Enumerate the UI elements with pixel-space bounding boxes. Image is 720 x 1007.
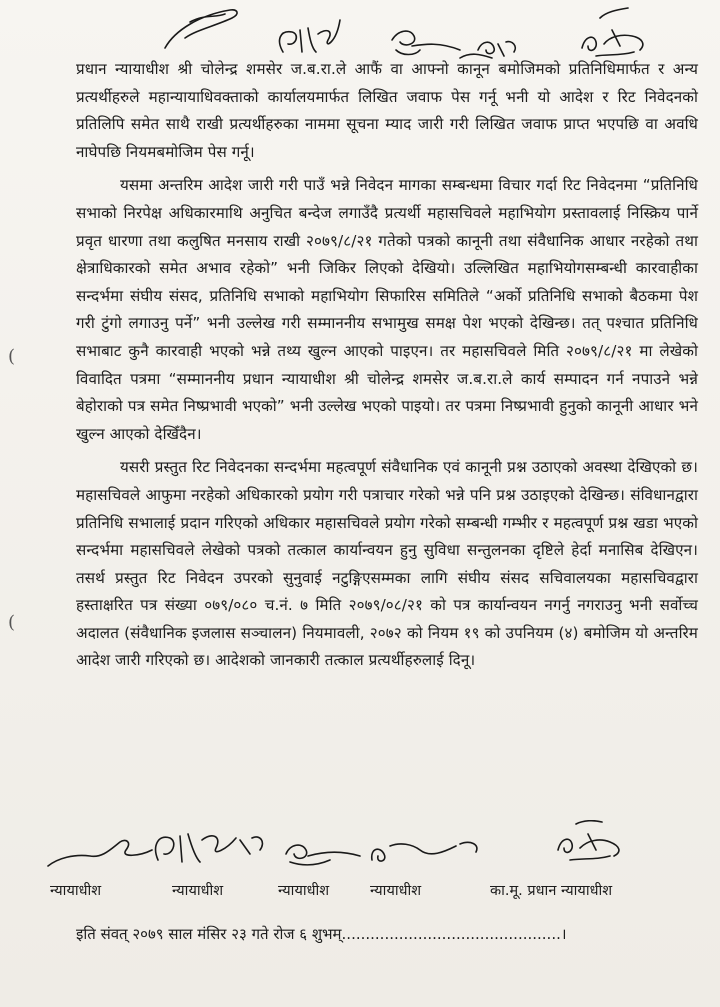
order-body (76, 56, 698, 681)
judges-signatures (40, 820, 700, 876)
judge-title-4: न्यायाधीश (370, 883, 422, 899)
judge-signature-3 (286, 845, 360, 865)
judge-signature-4 (372, 842, 477, 861)
judges-signature-row (40, 820, 700, 900)
judge-signature-5 (558, 821, 619, 860)
signature-1 (165, 10, 237, 48)
signature-5 (582, 8, 643, 56)
signature-3 (392, 31, 460, 54)
signature-2 (280, 20, 340, 52)
judge-signature-2 (156, 834, 263, 862)
judge-title-3: न्यायाधीश (278, 883, 330, 899)
date-line: इति संवत् २०७९ साल मंसिर २३ गते रोज ६ शुभम्..............................................। (76, 925, 567, 943)
judge-title-2: न्यायाधीश (172, 883, 224, 899)
margin-bracket-mark-1: ( (8, 346, 16, 367)
paragraph-interim-request: यसमा अन्तरिम आदेश जारी गरी पाउँ भन्ने निवेदन मागका सम्बन्धमा विचार गर्दा रिट निवेदनमा “प्रतिनिधि सभाको निरपेक्ष अधिकारमाथि अनुचित बन्देज लगाउँदै प्रत्यर्थी महासचिवले महाभियोग प्रस्तावलाई निस्क्रिय पार्ने प्रवृत धारणा तथा कलुषित मनसाय राखी २०७९/८/२१ गतेको पत्रको कानूनी तथा संवैधानिक आधार नरहेको तथा क्षेत्राधिकारको समेत अभाव रहेको” भनी जिकिर लिएको देखियो। उल्लिखित महाभियोगसम्बन्धी कारवाहीका सन्दर्भमा संघीय संसद, प्रतिनिधि सभाको महाभियोग सिफारिस समितिले “अर्को प्रतिनिधि सभाको बैठकमा पेश गरी टुंगो लगाउनु पर्ने” भनी उल्लेख गरी सम्माननीय सभामुख समक्ष पेश भएको देखिन्छ। तत् पश्चात प्रतिनिधि सभाबाट कुनै कारवाही भएको भन्ने तथ्य खुल्न आएको पाइएन। तर महासचिवले मिति २०७९/८/२१ मा लेखेको विवादित पत्रमा “सम्माननीय प्रधान न्यायाधीश श्री चोलेन्द्र शमसेर ज.ब.रा.ले कार्य सम्पादन गर्न नपाउने भन्ने बेहोराको पत्र समेत निष्प्रभावी भएको” भनी उल्लेख भएको पाइयो। तर पत्रमा निष्प्रभावी हुनुको कानूनी आधार भने खुल्न आएको देखिँदैन। (76, 176, 698, 443)
paragraph-interim-order: यसरी प्रस्तुत रिट निवेदनका सन्दर्भमा महत्वपूर्ण संवैधानिक एवं कानूनी प्रश्न उठाएको अवस्था देखिएको छ। महासचिवले आफुमा नरहेको अधिकारको प्रयोग गरी पत्राचार गरेको भन्ने पनि प्रश्न उठाइएको देखिन्छ। संविधानद्वारा प्रतिनिधि सभालाई प्रदान गरिएको अधिकार महासचिवले प्रयोग गरेको सम्बन्धी गम्भीर र महत्वपूर्ण प्रश्न खडा भएको सन्दर्भमा महासचिवले लेखेको पत्रको तत्काल कार्यान्वयन हुनु सुविधा सन्तुलनका दृष्टिले हेर्दा मनासिब देखिएन। तसर्थ प्रस्तुत रिट निवेदन उपरको सुनुवाई नटुङ्गिएसम्मका लागि संघीय संसद सचिवालयका महासचिवद्वारा हस्ताक्षरित पत्र संख्या ०७९/०८० च.नं. ७ मिति २०७९/०८/२१ को पत्र कार्यान्वयन नगर्नु नगराउनु भनी सर्वोच्च अदालत (संवैधानिक इजलास सञ्चालन) नियमावली, २०७२ को नियम १९ को उपनियम (४) बमोजिम यो अन्तरिम आदेश जारी गरिएको छ। आदेशको जानकारी तत्काल प्रत्यर्थीहरुलाई दिनू। (76, 458, 698, 670)
judge-title-1: न्यायाधीश (50, 883, 102, 899)
margin-bracket-mark-2: ( (8, 612, 16, 633)
chief-justice-title: का.मू. प्रधान न्यायाधीश (490, 883, 613, 899)
judge-signature-1 (48, 840, 152, 866)
paragraph-response-order: प्रधान न्यायाधीश श्री चोलेन्द्र शमसेर ज.ब.रा.ले आफैं वा आफ्नो कानून बमोजिमको प्रतिनिधिमार्फत र अन्य प्रत्यर्थीहरुले महान्यायाधिवक्ताको कार्यालयमार्फत लिखित जवाफ पेस गर्नू भनी यो आदेश र रिट निवेदनको प्रतिलिपि समेत साथै राखी प्रत्यर्थीहरुका नाममा सूचना म्याद जारी गरी लिखित जवाफ प्राप्त भएपछि वा अवधि नाघेपछि नियमबमोजिम पेस गर्नू। (76, 60, 698, 161)
